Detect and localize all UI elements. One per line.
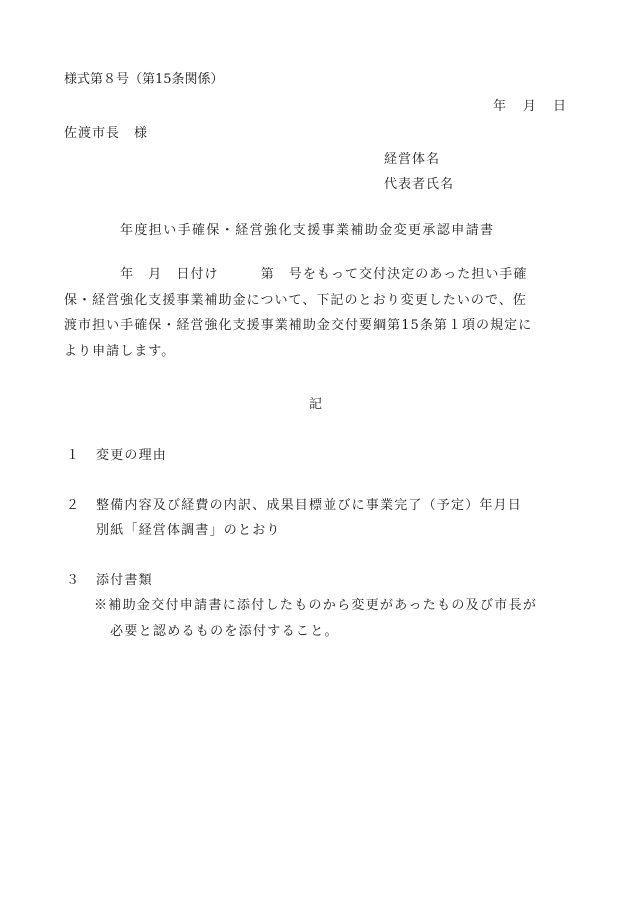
item-label: 添付書類	[96, 573, 153, 588]
body-line: より申請します。	[64, 343, 176, 359]
representative-label: 代表者氏名	[384, 177, 455, 192]
body-line: 年 月 日付け 第 号をもって交付決定のあった担い手確	[64, 267, 528, 282]
form-number: 様式第８号（第15条関係）	[64, 72, 224, 87]
business-name-label: 経営体名	[384, 152, 441, 167]
item-label: 整備内容及び経費の内訳、成果目標並びに事業完了（予定）年月日	[96, 498, 523, 513]
document-title: 年度担い手確保・経営強化支援事業補助金変更承認申請書	[120, 223, 495, 238]
date-line: 年 月 日	[492, 99, 568, 114]
body-line: 保・経営強化支援事業補助金について、下記のとおり変更したいので、佐	[64, 292, 527, 308]
item-number: ２	[66, 498, 80, 513]
attachment-note-line: ※補助金交付申請書に添付したものから変更があったもの及び市長が	[94, 598, 538, 613]
attachment-note-line: 必要と認めるものを添付すること。	[110, 624, 339, 639]
ki-heading: 記	[309, 397, 323, 412]
addressee: 佐渡市長 様	[64, 126, 149, 141]
item-sub-text: 別紙「経営体調書」のとおり	[96, 523, 281, 538]
item-number: ３	[66, 573, 80, 588]
body-paragraph	[64, 262, 584, 364]
item-number: １	[66, 448, 80, 463]
item-label: 変更の理由	[96, 448, 168, 463]
body-line: 渡市担い手確保・経営強化支援事業補助金交付要綱第15条第１項の規定に	[64, 318, 533, 333]
